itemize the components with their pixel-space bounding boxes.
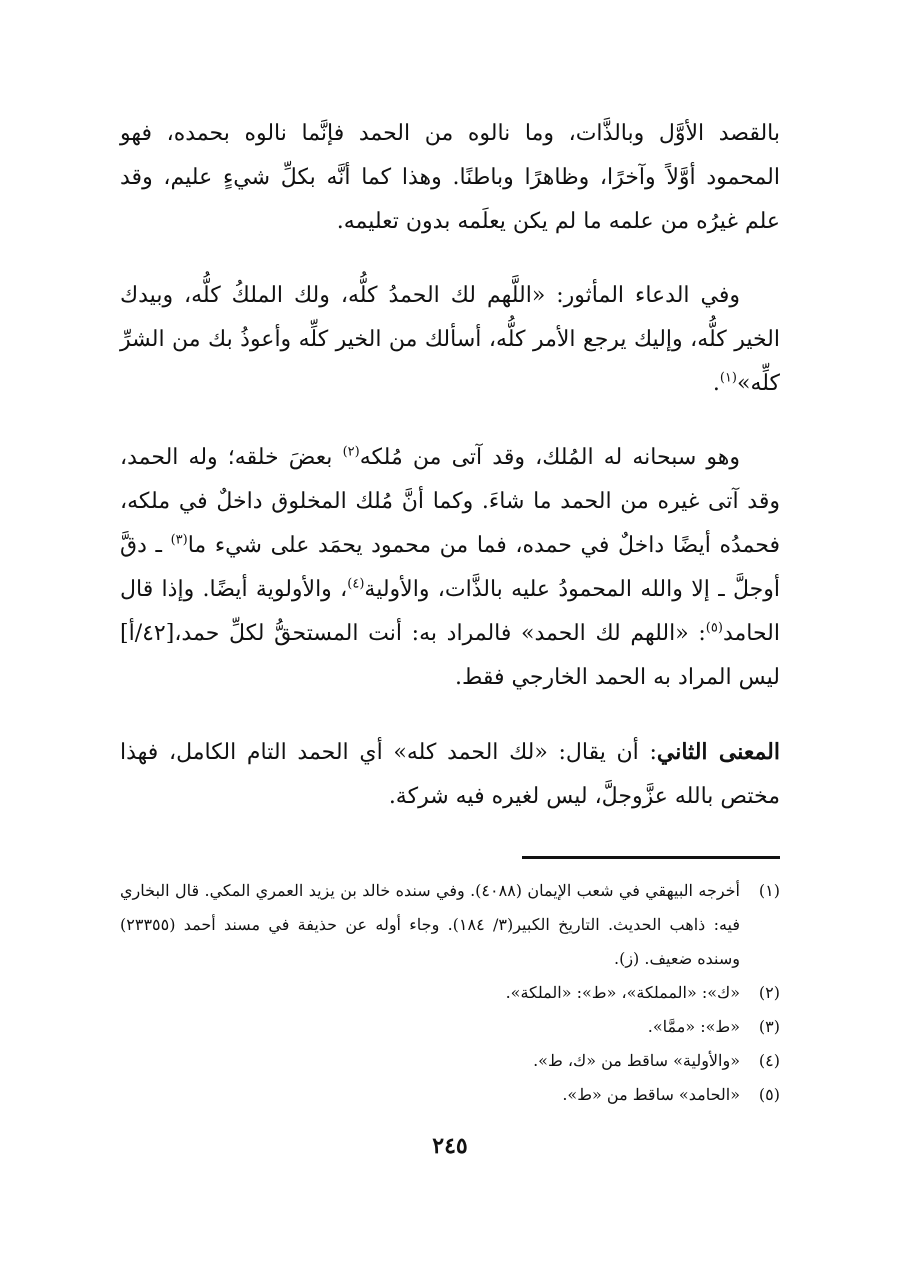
paragraph-3 xyxy=(120,436,780,700)
footnote-text: «الحامد» ساقط من «ط». xyxy=(562,1085,740,1104)
footnote-ref-4[interactable]: (٤) xyxy=(347,576,365,592)
footnote-ref-5[interactable]: (٥) xyxy=(705,620,723,636)
paragraph-4-text: : أن يقال: «لك الحمد كله» أي الحمد التام الكامل، فهذا مختص بالله عزَّوجلَّ، ليس لغيره فيه شركة. xyxy=(120,740,780,809)
footnote-2 xyxy=(120,976,780,1010)
footnote-text: «ك»: «المملكة»، «ط»: «الملكة». xyxy=(505,983,740,1002)
footnote-4 xyxy=(120,1044,780,1078)
footnote-number: (١) xyxy=(758,881,780,900)
footnote-ref-2[interactable]: (٢) xyxy=(342,444,360,460)
footnote-1 xyxy=(120,874,780,976)
paragraph-2: وفي الدعاء المأثور: «اللَّهم لك الحمدُ كلُّه، ولك الملكُ كلُّه، وبيدك الخير كلُّه، وإليك يرجع الأمر كلُّه، أسألك من الخير كلِّه وأعوذُ بك من الشرِّ كلِّه»$^{(١)}$. xyxy=(120,283,780,396)
second-meaning-heading: المعنى الثاني xyxy=(656,739,780,765)
footnote-3 xyxy=(120,1010,780,1044)
paragraph-4 xyxy=(120,730,780,819)
footnote-text: «ط»: «ممَّا». xyxy=(647,1017,740,1036)
paragraph-1: بالقصد الأوَّل وبالذَّات، وما نالوه من الحمد فإنَّما نالوه بحمده، فهو المحمود أوَّلاً وآخرًا، وظاهرًا وباطنًا. وهذا كما أنَّه بكلِّ شيءٍ عليم، وقد علم غيرُه من علمه ما لم يكن يعلَمه بدون تعليمه. xyxy=(120,121,780,234)
footnotes xyxy=(120,874,780,1112)
paragraph-3-text-e: : «اللهم لك الحمد» فالمراد به: أنت المستحقُّ لكلِّ حمد،[٤٢/أ] ليس المراد به الحمد الخارجي فقط. xyxy=(120,621,780,690)
paragraph-3-text-b: بعضَ خلقه؛ وله الحمد، وقد آتى غيره من الحمد ما شاءَ. وكما أنَّ مُلك المخلوق داخلٌ في ملكه، فحمدُه أيضًا داخلٌ في حمده، فما من محمود يحمَد على شيء ما xyxy=(120,445,780,558)
footnote-ref-3[interactable]: (٣) xyxy=(170,532,188,548)
footnote-text: أخرجه البيهقي في شعب الإيمان (٤٠٨٨). وفي سنده خالد بن يزيد العمري المكي. قال البخاري فيه: ذاهب الحديث. التاريخ الكبير(٣/ ١٨٤). وجاء أوله عن حذيفة في مسند أحمد (٢٣٣٥٥) وسنده ضعيف. (ز). xyxy=(120,881,741,968)
paragraph-2-text: وفي الدعاء المأثور: «اللَّهم لك الحمدُ كلُّه، ولك الملكُ كلُّه، وبيدك الخير كلُّه، وإليك يرجع الأمر كلُّه، أسألك من الخير كلِّه وأعوذُ بك من الشرِّ كلِّه» xyxy=(120,283,780,396)
main-text xyxy=(120,112,780,819)
footnote-5 xyxy=(120,1078,780,1112)
paragraph-3-text-d: ، والأولوية أيضًا. وإذا قال الحامد xyxy=(120,577,780,646)
footnote-ref-1[interactable]: (١) xyxy=(719,370,737,386)
footnote-number: (٣) xyxy=(758,1017,780,1036)
page-number: ٢٤٥ xyxy=(432,1133,468,1159)
footnote-number: (٢) xyxy=(758,983,780,1002)
footnote-divider xyxy=(522,856,780,859)
paragraph-3-text-a: وهو سبحانه له المُلك، وقد آتى من مُلكه xyxy=(359,445,741,470)
footnote-number: (٥) xyxy=(758,1085,780,1104)
paragraph-3-text-c: ـ دقَّ أوجلَّ ـ إلا والله المحمودُ عليه بالذَّات، والأولية xyxy=(120,533,780,602)
footnote-number: (٤) xyxy=(758,1051,780,1070)
footnote-text: «والأولية» ساقط من «ك، ط». xyxy=(533,1051,740,1070)
